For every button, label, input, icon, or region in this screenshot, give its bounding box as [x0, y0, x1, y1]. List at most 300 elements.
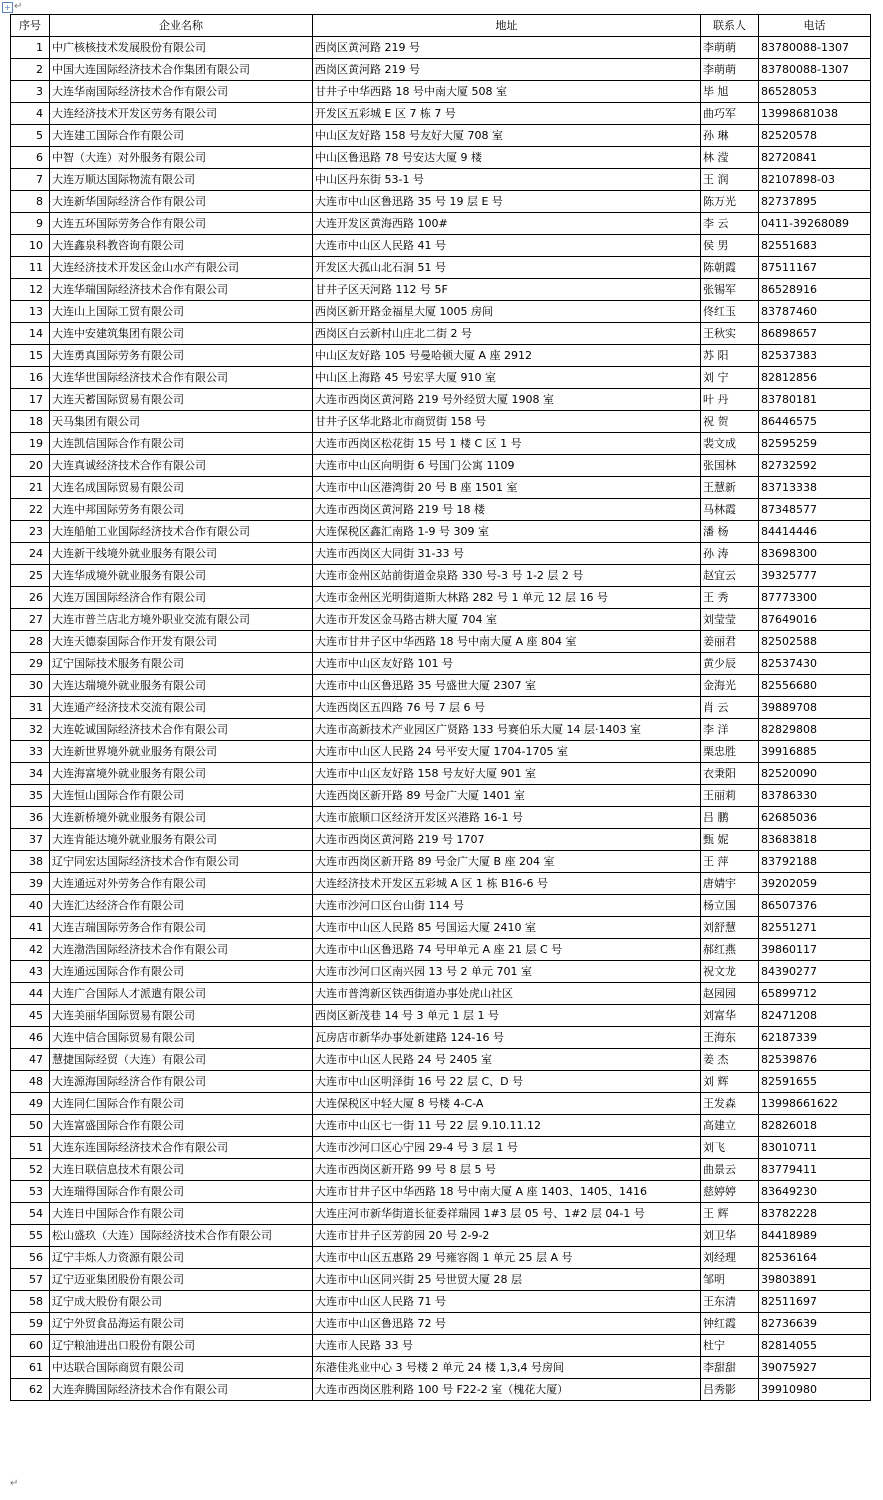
table-row — [11, 125, 871, 147]
header-contact: 联系人 — [701, 15, 759, 37]
row-index: 2 — [11, 59, 50, 81]
phone-number: 87511167 — [759, 257, 871, 279]
row-index: 23 — [11, 521, 50, 543]
contact-person: 王 润 — [701, 169, 759, 191]
company-name: 大连恒山国际合作有限公司 — [50, 785, 313, 807]
contact-person: 孙 琳 — [701, 125, 759, 147]
contact-person: 杨立国 — [701, 895, 759, 917]
row-index: 4 — [11, 103, 50, 125]
address: 大连市沙河口区心宁园 29-4 号 3 层 1 号 — [313, 1137, 701, 1159]
row-index: 57 — [11, 1269, 50, 1291]
contact-person: 肖 云 — [701, 697, 759, 719]
company-name: 大连渤浩国际经济技术合作有限公司 — [50, 939, 313, 961]
company-name: 辽宁迈亚集团股份有限公司 — [50, 1269, 313, 1291]
row-index: 54 — [11, 1203, 50, 1225]
table-row — [11, 411, 871, 433]
contact-person: 王慧新 — [701, 477, 759, 499]
row-index: 62 — [11, 1379, 50, 1401]
phone-number: 83792188 — [759, 851, 871, 873]
phone-number: 87649016 — [759, 609, 871, 631]
table-row — [11, 1357, 871, 1379]
address: 大连市中山区七一街 11 号 22 层 9.10.11.12 — [313, 1115, 701, 1137]
contact-person: 李甜甜 — [701, 1357, 759, 1379]
company-name: 大连勇真国际劳务有限公司 — [50, 345, 313, 367]
phone-number: 82826018 — [759, 1115, 871, 1137]
row-index: 58 — [11, 1291, 50, 1313]
address: 大连市高新技术产业园区广贤路 133 号赛伯乐大厦 14 层·1403 室 — [313, 719, 701, 741]
row-index: 9 — [11, 213, 50, 235]
company-name: 大连华世国际经济技术合作有限公司 — [50, 367, 313, 389]
address: 大连市中山区人民路 71 号 — [313, 1291, 701, 1313]
company-name: 大连名成国际贸易有限公司 — [50, 477, 313, 499]
address: 大连市甘井子区芳韵园 20 号 2-9-2 — [313, 1225, 701, 1247]
company-name: 大连通远国际合作有限公司 — [50, 961, 313, 983]
phone-number: 82520090 — [759, 763, 871, 785]
company-name: 中国大连国际经济技术合作集团有限公司 — [50, 59, 313, 81]
phone-number: 83649230 — [759, 1181, 871, 1203]
table-row — [11, 961, 871, 983]
phone-number: 83010711 — [759, 1137, 871, 1159]
address: 大连市沙河口区南兴园 13 号 2 单元 701 室 — [313, 961, 701, 983]
company-name: 大连中信合国际贸易有限公司 — [50, 1027, 313, 1049]
table-row — [11, 521, 871, 543]
row-index: 30 — [11, 675, 50, 697]
address: 中山区友好路 158 号友好大厦 708 室 — [313, 125, 701, 147]
address: 西岗区白云新村山庄北二街 2 号 — [313, 323, 701, 345]
phone-number: 39889708 — [759, 697, 871, 719]
table-row — [11, 455, 871, 477]
address: 西岗区新开路金福星大厦 1005 房间 — [313, 301, 701, 323]
contact-person: 王丽莉 — [701, 785, 759, 807]
table-row — [11, 433, 871, 455]
row-index: 35 — [11, 785, 50, 807]
table-row — [11, 103, 871, 125]
contact-person: 吕秀影 — [701, 1379, 759, 1401]
table-row — [11, 1159, 871, 1181]
row-index: 25 — [11, 565, 50, 587]
company-name: 大连源海国际经济合作有限公司 — [50, 1071, 313, 1093]
row-index: 28 — [11, 631, 50, 653]
company-name: 大连奔腾国际经济技术合作有限公司 — [50, 1379, 313, 1401]
contact-person: 王 萍 — [701, 851, 759, 873]
address: 开发区大孤山北石洞 51 号 — [313, 257, 701, 279]
address: 大连市中山区人民路 85 号国运大厦 2410 室 — [313, 917, 701, 939]
row-index: 11 — [11, 257, 50, 279]
company-name: 大连凯信国际合作有限公司 — [50, 433, 313, 455]
company-name: 大连肯能达境外就业服务有限公司 — [50, 829, 313, 851]
company-name: 大连东连国际经济技术合作有限公司 — [50, 1137, 313, 1159]
row-index: 33 — [11, 741, 50, 763]
company-name: 大连华南国际经济技术合作有限公司 — [50, 81, 313, 103]
table-row — [11, 719, 871, 741]
phone-number: 83786330 — [759, 785, 871, 807]
company-name: 大连万国国际经济合作有限公司 — [50, 587, 313, 609]
contact-person: 陈朝霞 — [701, 257, 759, 279]
address: 中山区鲁迅路 78 号安达大厦 9 楼 — [313, 147, 701, 169]
phone-number: 62187339 — [759, 1027, 871, 1049]
phone-number: 82736639 — [759, 1313, 871, 1335]
row-index: 14 — [11, 323, 50, 345]
phone-number: 83698300 — [759, 543, 871, 565]
table-row — [11, 1027, 871, 1049]
company-name: 大连汇达经济合作有限公司 — [50, 895, 313, 917]
table-row — [11, 675, 871, 697]
table-row — [11, 895, 871, 917]
company-name: 大连达瑞境外就业服务有限公司 — [50, 675, 313, 697]
table-row — [11, 1093, 871, 1115]
address: 大连市金州区站前街道金泉路 330 号-3 号 1-2 层 2 号 — [313, 565, 701, 587]
phone-number: 86446575 — [759, 411, 871, 433]
address: 大连市甘井子区中华西路 18 号中南大厦 A 座 1403、1405、1416 — [313, 1181, 701, 1203]
company-name: 辽宁国际技术服务有限公司 — [50, 653, 313, 675]
table-header-row — [11, 15, 871, 37]
company-name: 大连新桥境外就业服务有限公司 — [50, 807, 313, 829]
company-name: 大连富盛国际合作有限公司 — [50, 1115, 313, 1137]
contact-person: 郝红燕 — [701, 939, 759, 961]
address: 大连市中山区人民路 24 号平安大厦 1704-1705 室 — [313, 741, 701, 763]
contact-person: 裴文成 — [701, 433, 759, 455]
address: 大连市中山区港湾街 20 号 B 座 1501 室 — [313, 477, 701, 499]
company-name: 大连通远对外劳务合作有限公司 — [50, 873, 313, 895]
company-name: 中广核核技术发展股份有限公司 — [50, 37, 313, 59]
row-index: 37 — [11, 829, 50, 851]
address: 大连开发区黄海西路 100# — [313, 213, 701, 235]
table-row — [11, 1335, 871, 1357]
header-company: 企业名称 — [50, 15, 313, 37]
table-row — [11, 1203, 871, 1225]
phone-number: 86528053 — [759, 81, 871, 103]
table-row — [11, 1313, 871, 1335]
contact-person: 毕 旭 — [701, 81, 759, 103]
address: 大连庄河市新华街道长征委祥瑞园 1#3 层 05 号、1#2 层 04-1 号 — [313, 1203, 701, 1225]
header-address: 地址 — [313, 15, 701, 37]
company-name: 大连同仁国际合作有限公司 — [50, 1093, 313, 1115]
table-row — [11, 983, 871, 1005]
company-name: 大连瑞得国际合作有限公司 — [50, 1181, 313, 1203]
phone-number: 83683818 — [759, 829, 871, 851]
phone-number: 13998681038 — [759, 103, 871, 125]
company-name: 大连市普兰店北方境外职业交流有限公司 — [50, 609, 313, 631]
contact-person: 王 秀 — [701, 587, 759, 609]
address: 大连市普湾新区铁西街道办事处虎山社区 — [313, 983, 701, 1005]
company-name: 大连鑫泉科教咨询有限公司 — [50, 235, 313, 257]
address: 大连市甘井子区中华西路 18 号中南大厦 A 座 804 室 — [313, 631, 701, 653]
phone-number: 13998661622 — [759, 1093, 871, 1115]
contact-person: 苏 阳 — [701, 345, 759, 367]
table-row — [11, 1071, 871, 1093]
table-row — [11, 1115, 871, 1137]
row-index: 44 — [11, 983, 50, 1005]
phone-number: 83787460 — [759, 301, 871, 323]
contact-person: 王海东 — [701, 1027, 759, 1049]
address: 大连市中山区人民路 41 号 — [313, 235, 701, 257]
table-anchor-icon[interactable]: + — [2, 2, 13, 13]
phone-number: 83713338 — [759, 477, 871, 499]
address: 大连市中山区人民路 24 号 2405 室 — [313, 1049, 701, 1071]
address: 西岗区黄河路 219 号 — [313, 37, 701, 59]
phone-number: 82537383 — [759, 345, 871, 367]
phone-number: 83780088-1307 — [759, 59, 871, 81]
phone-number: 86507376 — [759, 895, 871, 917]
company-name: 慧捷国际经贸（大连）有限公司 — [50, 1049, 313, 1071]
address: 大连市中山区五惠路 29 号雍容阁 1 单元 25 层 A 号 — [313, 1247, 701, 1269]
company-name: 中智（大连）对外服务有限公司 — [50, 147, 313, 169]
company-name: 大连美丽华国际贸易有限公司 — [50, 1005, 313, 1027]
row-index: 32 — [11, 719, 50, 741]
address: 西岗区新茂巷 14 号 3 单元 1 层 1 号 — [313, 1005, 701, 1027]
phone-number: 84414446 — [759, 521, 871, 543]
contact-person: 邹明 — [701, 1269, 759, 1291]
phone-number: 39910980 — [759, 1379, 871, 1401]
phone-number: 82511697 — [759, 1291, 871, 1313]
table-row — [11, 1049, 871, 1071]
company-name: 大连海富境外就业服务有限公司 — [50, 763, 313, 785]
row-index: 50 — [11, 1115, 50, 1137]
row-index: 47 — [11, 1049, 50, 1071]
contact-person: 孙 涛 — [701, 543, 759, 565]
address: 大连市金州区光明街道斯大林路 282 号 1 单元 12 层 16 号 — [313, 587, 701, 609]
row-index: 19 — [11, 433, 50, 455]
row-index: 48 — [11, 1071, 50, 1093]
phone-number: 82551683 — [759, 235, 871, 257]
contact-person: 刘 宁 — [701, 367, 759, 389]
table-row — [11, 1005, 871, 1027]
contact-person: 刘 辉 — [701, 1071, 759, 1093]
address: 大连市沙河口区台山街 114 号 — [313, 895, 701, 917]
contact-person: 潘 杨 — [701, 521, 759, 543]
address: 大连保税区鑫汇南路 1-9 号 309 室 — [313, 521, 701, 543]
row-index: 52 — [11, 1159, 50, 1181]
phone-number: 84390277 — [759, 961, 871, 983]
table-row — [11, 367, 871, 389]
row-index: 3 — [11, 81, 50, 103]
company-name: 大连华成境外就业服务有限公司 — [50, 565, 313, 587]
row-index: 7 — [11, 169, 50, 191]
row-index: 36 — [11, 807, 50, 829]
address: 大连市中山区友好路 101 号 — [313, 653, 701, 675]
address: 大连市西岗区黄河路 219 号 1707 — [313, 829, 701, 851]
phone-number: 82591655 — [759, 1071, 871, 1093]
paragraph-mark-icon: ↵ — [14, 1, 23, 12]
row-index: 12 — [11, 279, 50, 301]
address: 开发区五彩城 E 区 7 栋 7 号 — [313, 103, 701, 125]
table-row — [11, 873, 871, 895]
header-phone: 电话 — [759, 15, 871, 37]
table-row — [11, 499, 871, 521]
company-name: 大连中邦国际劳务有限公司 — [50, 499, 313, 521]
row-index: 29 — [11, 653, 50, 675]
table-row — [11, 829, 871, 851]
phone-number: 82536164 — [759, 1247, 871, 1269]
company-name: 大连船舶工业国际经济技术合作有限公司 — [50, 521, 313, 543]
table-row — [11, 807, 871, 829]
address: 中山区上海路 45 号宏孚大厦 910 室 — [313, 367, 701, 389]
row-index: 61 — [11, 1357, 50, 1379]
table-row — [11, 609, 871, 631]
contact-person: 姜丽君 — [701, 631, 759, 653]
address: 大连市西岗区新开路 99 号 8 层 5 号 — [313, 1159, 701, 1181]
phone-number: 83780088-1307 — [759, 37, 871, 59]
company-name: 大连中安建筑集团有限公司 — [50, 323, 313, 345]
phone-number: 82812856 — [759, 367, 871, 389]
address: 中山区友好路 105 号曼哈顿大厦 A 座 2912 — [313, 345, 701, 367]
company-name: 大连日联信息技术有限公司 — [50, 1159, 313, 1181]
address: 大连市中山区鲁迅路 35 号盛世大厦 2307 室 — [313, 675, 701, 697]
contact-person: 林 滢 — [701, 147, 759, 169]
contact-person: 马林霞 — [701, 499, 759, 521]
table-row — [11, 235, 871, 257]
contact-person: 侯 男 — [701, 235, 759, 257]
address: 甘井子区华北路北市商贸街 158 号 — [313, 411, 701, 433]
company-name: 大连日中国际合作有限公司 — [50, 1203, 313, 1225]
company-name: 大连建工国际合作有限公司 — [50, 125, 313, 147]
company-name: 大连天蓄国际贸易有限公司 — [50, 389, 313, 411]
company-name: 大连通产经济技术交流有限公司 — [50, 697, 313, 719]
phone-number: 62685036 — [759, 807, 871, 829]
contact-person: 刘飞 — [701, 1137, 759, 1159]
company-name: 大连乾诚国际经济技术合作有限公司 — [50, 719, 313, 741]
address: 西岗区黄河路 219 号 — [313, 59, 701, 81]
address: 大连保税区中轻大厦 8 号楼 4-C-A — [313, 1093, 701, 1115]
company-name: 辽宁外贸食品海运有限公司 — [50, 1313, 313, 1335]
row-index: 22 — [11, 499, 50, 521]
phone-number: 82737895 — [759, 191, 871, 213]
phone-number: 82556680 — [759, 675, 871, 697]
row-index: 26 — [11, 587, 50, 609]
company-name: 大连山上国际工贸有限公司 — [50, 301, 313, 323]
row-index: 53 — [11, 1181, 50, 1203]
company-name: 辽宁粮油进出口股份有限公司 — [50, 1335, 313, 1357]
phone-number: 86528916 — [759, 279, 871, 301]
contact-person: 陈万光 — [701, 191, 759, 213]
phone-number: 82732592 — [759, 455, 871, 477]
address: 大连经济技术开发区五彩城 A 区 1 栋 B16-6 号 — [313, 873, 701, 895]
phone-number: 83782228 — [759, 1203, 871, 1225]
address: 东港佳兆业中心 3 号楼 2 单元 24 楼 1,3,4 号房间 — [313, 1357, 701, 1379]
table-row — [11, 81, 871, 103]
row-index: 45 — [11, 1005, 50, 1027]
table-row — [11, 939, 871, 961]
table-row — [11, 37, 871, 59]
address: 大连市人民路 33 号 — [313, 1335, 701, 1357]
company-name: 大连天德泰国际合作开发有限公司 — [50, 631, 313, 653]
row-index: 46 — [11, 1027, 50, 1049]
contact-person: 刘经理 — [701, 1247, 759, 1269]
phone-number: 82551271 — [759, 917, 871, 939]
phone-number: 39325777 — [759, 565, 871, 587]
table-row — [11, 565, 871, 587]
row-index: 1 — [11, 37, 50, 59]
row-index: 8 — [11, 191, 50, 213]
company-name: 天马集团有限公司 — [50, 411, 313, 433]
row-index: 31 — [11, 697, 50, 719]
row-index: 34 — [11, 763, 50, 785]
contact-person: 钟红霞 — [701, 1313, 759, 1335]
phone-number: 82502588 — [759, 631, 871, 653]
table-row — [11, 631, 871, 653]
contact-person: 姜 杰 — [701, 1049, 759, 1071]
address: 大连市中山区鲁迅路 72 号 — [313, 1313, 701, 1335]
table-row — [11, 279, 871, 301]
phone-number: 65899712 — [759, 983, 871, 1005]
table-row — [11, 1291, 871, 1313]
row-index: 24 — [11, 543, 50, 565]
table-body — [11, 37, 871, 1401]
address: 大连市中山区鲁迅路 74 号甲单元 A 座 21 层 C 号 — [313, 939, 701, 961]
phone-number: 39202059 — [759, 873, 871, 895]
table-row — [11, 587, 871, 609]
table-row — [11, 1181, 871, 1203]
table-row — [11, 851, 871, 873]
table-row — [11, 741, 871, 763]
address: 大连市西岗区松花街 15 号 1 楼 C 区 1 号 — [313, 433, 701, 455]
row-index: 49 — [11, 1093, 50, 1115]
company-name: 松山盛玖（大连）国际经济技术合作有限公司 — [50, 1225, 313, 1247]
table-row — [11, 213, 871, 235]
address: 大连市中山区鲁迅路 35 号 19 层 E 号 — [313, 191, 701, 213]
contact-person: 慈婷婷 — [701, 1181, 759, 1203]
contact-person: 栗忠胜 — [701, 741, 759, 763]
contact-person: 赵宜云 — [701, 565, 759, 587]
contact-person: 王秋实 — [701, 323, 759, 345]
row-index: 51 — [11, 1137, 50, 1159]
phone-number: 39860117 — [759, 939, 871, 961]
table-row — [11, 697, 871, 719]
address: 大连西岗区新开路 89 号金广大厦 1401 室 — [313, 785, 701, 807]
table-row — [11, 257, 871, 279]
row-index: 39 — [11, 873, 50, 895]
contact-person: 佟红玉 — [701, 301, 759, 323]
header-index: 序号 — [11, 15, 50, 37]
contact-person: 王发森 — [701, 1093, 759, 1115]
phone-number: 83779411 — [759, 1159, 871, 1181]
table-row — [11, 763, 871, 785]
company-name: 辽宁成大股份有限公司 — [50, 1291, 313, 1313]
contact-person: 李 洋 — [701, 719, 759, 741]
table-row — [11, 785, 871, 807]
table-row — [11, 169, 871, 191]
contact-person: 叶 丹 — [701, 389, 759, 411]
address: 大连市中山区明泽街 16 号 22 层 C、D 号 — [313, 1071, 701, 1093]
address: 大连市西岗区新开路 89 号金广大厦 B 座 204 室 — [313, 851, 701, 873]
contact-person: 高建立 — [701, 1115, 759, 1137]
contact-person: 张国林 — [701, 455, 759, 477]
table-row — [11, 1379, 871, 1401]
company-name: 大连新干线境外就业服务有限公司 — [50, 543, 313, 565]
phone-number: 82595259 — [759, 433, 871, 455]
contact-person: 李萌萌 — [701, 59, 759, 81]
address: 大连市西岗区黄河路 219 号外经贸大厦 1908 室 — [313, 389, 701, 411]
phone-number: 82829808 — [759, 719, 871, 741]
table-row — [11, 59, 871, 81]
contact-person: 赵园园 — [701, 983, 759, 1005]
address: 甘井子区天河路 112 号 5F — [313, 279, 701, 301]
table-row — [11, 323, 871, 345]
contact-person: 刘莹莹 — [701, 609, 759, 631]
company-name: 大连华瑞国际经济技术合作有限公司 — [50, 279, 313, 301]
row-index: 10 — [11, 235, 50, 257]
contact-person: 金海光 — [701, 675, 759, 697]
phone-number: 82520578 — [759, 125, 871, 147]
contact-person: 祝文龙 — [701, 961, 759, 983]
contact-person: 刘富华 — [701, 1005, 759, 1027]
row-index: 55 — [11, 1225, 50, 1247]
table-row — [11, 147, 871, 169]
table-row — [11, 653, 871, 675]
table-row — [11, 543, 871, 565]
contact-person: 甄 妮 — [701, 829, 759, 851]
company-name: 大连万顺达国际物流有限公司 — [50, 169, 313, 191]
